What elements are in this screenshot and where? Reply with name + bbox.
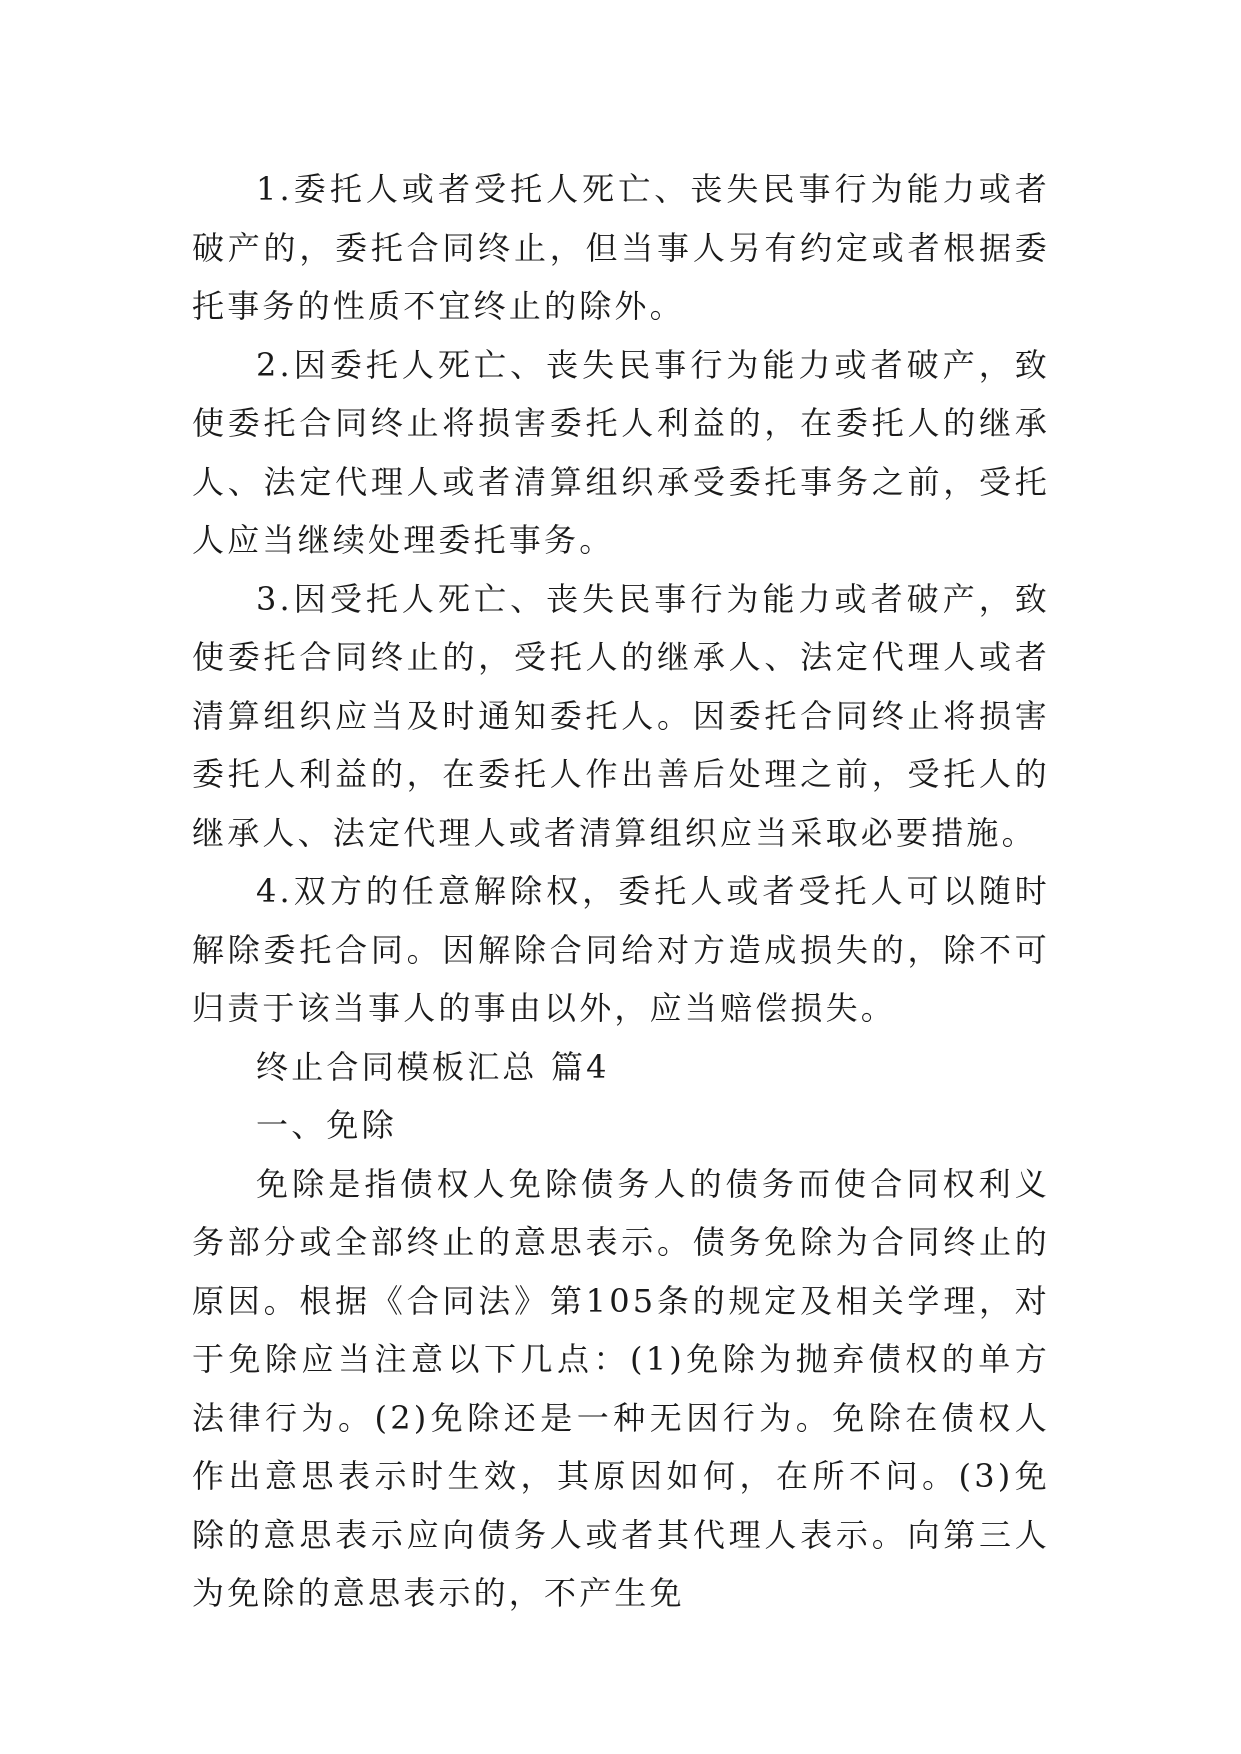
paragraph-clause-3: 3.因受托人死亡、丧失民事行为能力或者破产，致使委托合同终止的，受托人的继承人、法定代理人或者清算组织应当及时通知委托人。因委托合同终止将损害委托人利益的，在委托人作出善后处理之前，受托人的继承人、法定代理人或者清算组织应当采取必要措施。	[192, 579, 1050, 852]
subsection-title: 一、免除	[256, 1106, 397, 1144]
paragraph-clause-1: 1.委托人或者受托人死亡、丧失民事行为能力或者破产的，委托合同终止，但当事人另有约定或者根据委托事务的性质不宜终止的除外。	[192, 170, 1050, 325]
paragraph-clause-2: 2.因委托人死亡、丧失民事行为能力或者破产，致使委托合同终止将损害委托人利益的，在委托人的继承人、法定代理人或者清算组织承受委托事务之前，受托人应当继续处理委托事务。	[192, 345, 1050, 559]
paragraph-clause-4: 4.双方的任意解除权，委托人或者受托人可以随时解除委托合同。因解除合同给对方造成损失的，除不可归责于该当事人的事由以外，应当赔偿损失。	[192, 872, 1050, 1027]
paragraph-exemption: 免除是指债权人免除债务人的债务而使合同权利义务部分或全部终止的意思表示。债务免除为合同终止的原因。根据《合同法》第105条的规定及相关学理，对于免除应当注意以下几点：(1)免除为抛弃债权的单方法律行为。(2)免除还是一种无因行为。免除在债权人作出意思表示时生效，其原因如何，在所不问。(3)免除的意思表示应向债务人或者其代理人表示。向第三人为免除的意思表示的，不产生免	[192, 1164, 1050, 1612]
section-title: 终止合同模板汇总 篇4	[256, 1047, 610, 1086]
document-body	[192, 160, 1050, 1623]
